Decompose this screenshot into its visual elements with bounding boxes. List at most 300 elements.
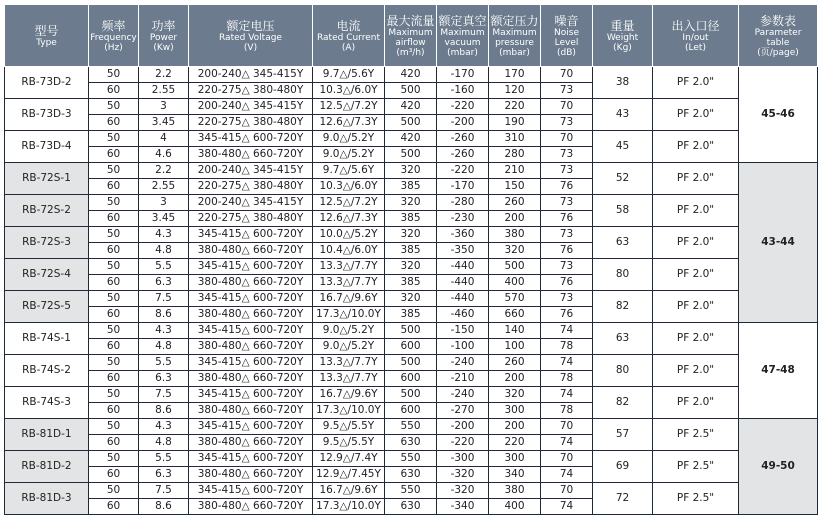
vacuum-cell: -300 bbox=[437, 451, 489, 467]
noise-cell: 76 bbox=[541, 307, 593, 323]
column-header-en: (mbar) bbox=[447, 47, 478, 58]
pressure-cell: 500 bbox=[489, 259, 541, 275]
port-cell: PF 2.0" bbox=[653, 67, 739, 99]
column-header bbox=[5, 5, 89, 67]
column-header bbox=[313, 5, 385, 67]
power-cell: 6.3 bbox=[139, 467, 189, 483]
power-cell: 7.5 bbox=[139, 387, 189, 403]
current-cell: 12.6△/7.3Y bbox=[313, 115, 385, 131]
current-cell: 12.9△/7.45Y bbox=[313, 467, 385, 483]
table-row bbox=[5, 419, 818, 435]
frequency-cell: 60 bbox=[89, 435, 139, 451]
airflow-cell: 385 bbox=[385, 179, 437, 195]
table-row bbox=[5, 323, 818, 339]
power-cell: 5.5 bbox=[139, 355, 189, 371]
pressure-cell: 220 bbox=[489, 435, 541, 451]
voltage-cell: 380-480△ 660-720Y bbox=[189, 371, 313, 387]
noise-cell: 73 bbox=[541, 227, 593, 243]
column-header bbox=[189, 5, 313, 67]
pressure-cell: 210 bbox=[489, 163, 541, 179]
model-type-cell: RB-72S-4 bbox=[5, 259, 89, 291]
noise-cell: 70 bbox=[541, 67, 593, 83]
pressure-cell: 280 bbox=[489, 147, 541, 163]
frequency-cell: 50 bbox=[89, 355, 139, 371]
frequency-cell: 60 bbox=[89, 403, 139, 419]
airflow-cell: 600 bbox=[385, 339, 437, 355]
voltage-cell: 380-480△ 660-720Y bbox=[189, 435, 313, 451]
current-cell: 16.7△/9.6Y bbox=[313, 387, 385, 403]
pressure-cell: 400 bbox=[489, 275, 541, 291]
current-cell: 9.7△/5.6Y bbox=[313, 67, 385, 83]
column-header-en: Noise Level bbox=[554, 27, 579, 48]
vacuum-cell: -210 bbox=[437, 371, 489, 387]
noise-cell: 73 bbox=[541, 259, 593, 275]
noise-cell: 76 bbox=[541, 275, 593, 291]
vacuum-cell: -260 bbox=[437, 131, 489, 147]
airflow-cell: 420 bbox=[385, 99, 437, 115]
voltage-cell: 220-275△ 380-480Y bbox=[189, 83, 313, 99]
pressure-cell: 400 bbox=[489, 499, 541, 515]
vacuum-cell: -220 bbox=[437, 99, 489, 115]
vacuum-cell: -440 bbox=[437, 291, 489, 307]
pressure-cell: 380 bbox=[489, 227, 541, 243]
power-cell: 4.6 bbox=[139, 147, 189, 163]
pressure-cell: 380 bbox=[489, 483, 541, 499]
frequency-cell: 60 bbox=[89, 499, 139, 515]
noise-cell: 74 bbox=[541, 467, 593, 483]
frequency-cell: 60 bbox=[89, 339, 139, 355]
vacuum-cell: -200 bbox=[437, 115, 489, 131]
column-header-en: (m³/h) bbox=[396, 47, 425, 58]
noise-cell: 73 bbox=[541, 83, 593, 99]
port-cell: PF 2.0" bbox=[653, 387, 739, 419]
weight-cell: 82 bbox=[593, 291, 653, 323]
table-row bbox=[5, 99, 818, 115]
weight-cell: 43 bbox=[593, 99, 653, 131]
vacuum-cell: -360 bbox=[437, 227, 489, 243]
table-row bbox=[5, 291, 818, 307]
column-header-en: (页/page) bbox=[757, 47, 799, 58]
column-header-en: (mbar) bbox=[499, 47, 530, 58]
voltage-cell: 380-480△ 660-720Y bbox=[189, 499, 313, 515]
power-cell: 4.8 bbox=[139, 339, 189, 355]
weight-cell: 82 bbox=[593, 387, 653, 419]
power-cell: 7.5 bbox=[139, 291, 189, 307]
voltage-cell: 200-240△ 345-415Y bbox=[189, 67, 313, 83]
pressure-cell: 100 bbox=[489, 339, 541, 355]
voltage-cell: 380-480△ 660-720Y bbox=[189, 243, 313, 259]
voltage-cell: 380-480△ 660-720Y bbox=[189, 467, 313, 483]
voltage-cell: 380-480△ 660-720Y bbox=[189, 339, 313, 355]
power-cell: 3.45 bbox=[139, 211, 189, 227]
noise-cell: 74 bbox=[541, 387, 593, 403]
column-header-en: Rated Current bbox=[316, 32, 380, 43]
weight-cell: 80 bbox=[593, 259, 653, 291]
column-header-cn: 额定真空 bbox=[438, 13, 487, 28]
noise-cell: 74 bbox=[541, 323, 593, 339]
voltage-cell: 380-480△ 660-720Y bbox=[189, 275, 313, 291]
current-cell: 10.3△/6.0Y bbox=[313, 83, 385, 99]
model-type-cell: RB-81D-2 bbox=[5, 451, 89, 483]
noise-cell: 73 bbox=[541, 195, 593, 211]
table-row bbox=[5, 355, 818, 371]
column-header-en: Power bbox=[149, 32, 178, 43]
frequency-cell: 60 bbox=[89, 275, 139, 291]
voltage-cell: 345-415△ 600-720Y bbox=[189, 483, 313, 499]
model-type-cell: RB-81D-1 bbox=[5, 419, 89, 451]
voltage-cell: 220-275△ 380-480Y bbox=[189, 115, 313, 131]
vacuum-cell: -270 bbox=[437, 403, 489, 419]
column-header-en: (Kw) bbox=[153, 42, 174, 53]
airflow-cell: 500 bbox=[385, 323, 437, 339]
model-type-cell: RB-72S-1 bbox=[5, 163, 89, 195]
power-cell: 2.2 bbox=[139, 67, 189, 83]
column-header-en: (A) bbox=[341, 42, 356, 53]
power-cell: 6.3 bbox=[139, 371, 189, 387]
column-header bbox=[541, 5, 593, 67]
vacuum-cell: -340 bbox=[437, 499, 489, 515]
noise-cell: 76 bbox=[541, 211, 593, 227]
page-ref-cell: 43-44 bbox=[739, 163, 818, 323]
airflow-cell: 630 bbox=[385, 467, 437, 483]
vacuum-cell: -350 bbox=[437, 243, 489, 259]
header-row bbox=[5, 5, 818, 67]
table-row bbox=[5, 131, 818, 147]
voltage-cell: 200-240△ 345-415Y bbox=[189, 163, 313, 179]
column-header-cn: 额定压力 bbox=[490, 13, 539, 28]
page-ref-cell: 49-50 bbox=[739, 419, 818, 515]
weight-cell: 63 bbox=[593, 227, 653, 259]
current-cell: 17.3△/10.0Y bbox=[313, 307, 385, 323]
noise-cell: 74 bbox=[541, 355, 593, 371]
column-header-en: Maximum bbox=[388, 27, 433, 38]
pressure-cell: 340 bbox=[489, 467, 541, 483]
port-cell: PF 2.5" bbox=[653, 483, 739, 515]
current-cell: 9.0△/5.2Y bbox=[313, 323, 385, 339]
noise-cell: 70 bbox=[541, 483, 593, 499]
voltage-cell: 345-415△ 600-720Y bbox=[189, 131, 313, 147]
column-header-en: Weight bbox=[606, 32, 639, 43]
current-cell: 13.3△/7.7Y bbox=[313, 275, 385, 291]
weight-cell: 57 bbox=[593, 419, 653, 451]
pressure-cell: 260 bbox=[489, 355, 541, 371]
weight-cell: 80 bbox=[593, 355, 653, 387]
vacuum-cell: -440 bbox=[437, 275, 489, 291]
noise-cell: 78 bbox=[541, 403, 593, 419]
model-type-cell: RB-72S-2 bbox=[5, 195, 89, 227]
power-cell: 4.3 bbox=[139, 419, 189, 435]
airflow-cell: 500 bbox=[385, 115, 437, 131]
vacuum-cell: -200 bbox=[437, 419, 489, 435]
current-cell: 13.3△/7.7Y bbox=[313, 355, 385, 371]
airflow-cell: 550 bbox=[385, 419, 437, 435]
table-body bbox=[5, 67, 818, 515]
column-header-en: (V) bbox=[243, 42, 258, 53]
pressure-cell: 660 bbox=[489, 307, 541, 323]
power-cell: 3 bbox=[139, 99, 189, 115]
frequency-cell: 50 bbox=[89, 227, 139, 243]
frequency-cell: 50 bbox=[89, 163, 139, 179]
weight-cell: 69 bbox=[593, 451, 653, 483]
pressure-cell: 300 bbox=[489, 403, 541, 419]
pressure-cell: 320 bbox=[489, 243, 541, 259]
airflow-cell: 320 bbox=[385, 227, 437, 243]
model-type-cell: RB-72S-3 bbox=[5, 227, 89, 259]
page-ref-cell: 47-48 bbox=[739, 323, 818, 419]
power-cell: 2.55 bbox=[139, 179, 189, 195]
current-cell: 9.0△/5.2Y bbox=[313, 339, 385, 355]
power-cell: 6.3 bbox=[139, 275, 189, 291]
airflow-cell: 500 bbox=[385, 355, 437, 371]
vacuum-cell: -100 bbox=[437, 339, 489, 355]
port-cell: PF 2.5" bbox=[653, 451, 739, 483]
current-cell: 12.5△/7.2Y bbox=[313, 195, 385, 211]
column-header-cn: 噪音 bbox=[554, 13, 579, 28]
frequency-cell: 60 bbox=[89, 371, 139, 387]
voltage-cell: 345-415△ 600-720Y bbox=[189, 227, 313, 243]
pressure-cell: 200 bbox=[489, 371, 541, 387]
vacuum-cell: -440 bbox=[437, 259, 489, 275]
current-cell: 13.3△/7.7Y bbox=[313, 371, 385, 387]
weight-cell: 38 bbox=[593, 67, 653, 99]
airflow-cell: 385 bbox=[385, 211, 437, 227]
voltage-cell: 380-480△ 660-720Y bbox=[189, 403, 313, 419]
voltage-cell: 345-415△ 600-720Y bbox=[189, 291, 313, 307]
frequency-cell: 50 bbox=[89, 451, 139, 467]
column-header-en: (Hz) bbox=[104, 42, 123, 53]
column-header-en: Maximum bbox=[492, 27, 537, 38]
power-cell: 5.5 bbox=[139, 259, 189, 275]
current-cell: 9.0△/5.2Y bbox=[313, 131, 385, 147]
pressure-cell: 150 bbox=[489, 179, 541, 195]
column-header-en: airflow bbox=[395, 37, 426, 48]
frequency-cell: 50 bbox=[89, 67, 139, 83]
port-cell: PF 2.0" bbox=[653, 227, 739, 259]
column-header-en: Frequency bbox=[90, 32, 137, 43]
noise-cell: 76 bbox=[541, 179, 593, 195]
column-header-cn: 额定电压 bbox=[226, 18, 275, 33]
current-cell: 16.7△/9.6Y bbox=[313, 483, 385, 499]
airflow-cell: 500 bbox=[385, 83, 437, 99]
port-cell: PF 2.5" bbox=[653, 419, 739, 451]
spec-table bbox=[4, 4, 818, 515]
frequency-cell: 50 bbox=[89, 195, 139, 211]
current-cell: 9.0△/5.2Y bbox=[313, 147, 385, 163]
airflow-cell: 420 bbox=[385, 67, 437, 83]
column-header-en: Type bbox=[36, 37, 57, 48]
current-cell: 9.7△/5.6Y bbox=[313, 163, 385, 179]
table-row bbox=[5, 67, 818, 83]
table-row bbox=[5, 227, 818, 243]
model-type-cell: RB-73D-2 bbox=[5, 67, 89, 99]
airflow-cell: 320 bbox=[385, 163, 437, 179]
pressure-cell: 170 bbox=[489, 67, 541, 83]
port-cell: PF 2.0" bbox=[653, 195, 739, 227]
noise-cell: 76 bbox=[541, 243, 593, 259]
table-row bbox=[5, 483, 818, 499]
voltage-cell: 345-415△ 600-720Y bbox=[189, 419, 313, 435]
pressure-cell: 200 bbox=[489, 211, 541, 227]
frequency-cell: 50 bbox=[89, 131, 139, 147]
column-header-cn: 功率 bbox=[151, 18, 176, 33]
airflow-cell: 320 bbox=[385, 195, 437, 211]
noise-cell: 73 bbox=[541, 163, 593, 179]
vacuum-cell: -460 bbox=[437, 307, 489, 323]
column-header bbox=[385, 5, 437, 67]
table-row bbox=[5, 387, 818, 403]
weight-cell: 58 bbox=[593, 195, 653, 227]
port-cell: PF 2.0" bbox=[653, 323, 739, 355]
frequency-cell: 60 bbox=[89, 467, 139, 483]
noise-cell: 70 bbox=[541, 419, 593, 435]
voltage-cell: 220-275△ 380-480Y bbox=[189, 179, 313, 195]
airflow-cell: 320 bbox=[385, 259, 437, 275]
power-cell: 5.5 bbox=[139, 451, 189, 467]
airflow-cell: 600 bbox=[385, 371, 437, 387]
column-header-en: vacuum bbox=[444, 37, 481, 48]
frequency-cell: 60 bbox=[89, 83, 139, 99]
column-header-en: Parameter bbox=[754, 27, 802, 38]
model-type-cell: RB-73D-4 bbox=[5, 131, 89, 163]
column-header-cn: 出入口径 bbox=[671, 18, 720, 33]
power-cell: 4.8 bbox=[139, 243, 189, 259]
weight-cell: 63 bbox=[593, 323, 653, 355]
voltage-cell: 345-415△ 600-720Y bbox=[189, 259, 313, 275]
frequency-cell: 50 bbox=[89, 99, 139, 115]
pressure-cell: 260 bbox=[489, 195, 541, 211]
noise-cell: 70 bbox=[541, 131, 593, 147]
pressure-cell: 570 bbox=[489, 291, 541, 307]
noise-cell: 73 bbox=[541, 291, 593, 307]
frequency-cell: 60 bbox=[89, 115, 139, 131]
vacuum-cell: -240 bbox=[437, 387, 489, 403]
current-cell: 16.7△/9.6Y bbox=[313, 291, 385, 307]
port-cell: PF 2.0" bbox=[653, 291, 739, 323]
airflow-cell: 320 bbox=[385, 291, 437, 307]
column-header bbox=[739, 5, 818, 67]
airflow-cell: 385 bbox=[385, 275, 437, 291]
frequency-cell: 60 bbox=[89, 147, 139, 163]
column-header-en: (dB) bbox=[557, 47, 576, 58]
column-header-en: In/out bbox=[682, 32, 709, 43]
vacuum-cell: -240 bbox=[437, 355, 489, 371]
port-cell: PF 2.0" bbox=[653, 355, 739, 387]
airflow-cell: 630 bbox=[385, 499, 437, 515]
current-cell: 9.5△/5.5Y bbox=[313, 435, 385, 451]
power-cell: 8.6 bbox=[139, 403, 189, 419]
pressure-cell: 140 bbox=[489, 323, 541, 339]
power-cell: 3 bbox=[139, 195, 189, 211]
column-header bbox=[653, 5, 739, 67]
vacuum-cell: -280 bbox=[437, 195, 489, 211]
frequency-cell: 50 bbox=[89, 259, 139, 275]
pressure-cell: 190 bbox=[489, 115, 541, 131]
noise-cell: 74 bbox=[541, 435, 593, 451]
port-cell: PF 2.0" bbox=[653, 163, 739, 195]
noise-cell: 70 bbox=[541, 99, 593, 115]
column-header bbox=[139, 5, 189, 67]
noise-cell: 78 bbox=[541, 339, 593, 355]
current-cell: 10.3△/6.0Y bbox=[313, 179, 385, 195]
airflow-cell: 550 bbox=[385, 483, 437, 499]
vacuum-cell: -220 bbox=[437, 435, 489, 451]
pressure-cell: 200 bbox=[489, 419, 541, 435]
power-cell: 2.55 bbox=[139, 83, 189, 99]
column-header-cn: 参数表 bbox=[759, 13, 796, 28]
model-type-cell: RB-74S-1 bbox=[5, 323, 89, 355]
noise-cell: 78 bbox=[541, 371, 593, 387]
column-header bbox=[489, 5, 541, 67]
model-type-cell: RB-74S-3 bbox=[5, 387, 89, 419]
frequency-cell: 60 bbox=[89, 307, 139, 323]
airflow-cell: 420 bbox=[385, 131, 437, 147]
column-header-en: Maximum bbox=[440, 27, 485, 38]
column-header-cn: 最大流量 bbox=[386, 13, 435, 28]
frequency-cell: 60 bbox=[89, 179, 139, 195]
voltage-cell: 380-480△ 660-720Y bbox=[189, 307, 313, 323]
column-header-cn: 电流 bbox=[336, 18, 361, 33]
airflow-cell: 550 bbox=[385, 451, 437, 467]
column-header-en: Rated Voltage bbox=[219, 32, 282, 43]
port-cell: PF 2.0" bbox=[653, 131, 739, 163]
current-cell: 10.4△/6.0Y bbox=[313, 243, 385, 259]
voltage-cell: 345-415△ 600-720Y bbox=[189, 323, 313, 339]
current-cell: 12.6△/7.3Y bbox=[313, 211, 385, 227]
current-cell: 13.3△/7.7Y bbox=[313, 259, 385, 275]
vacuum-cell: -320 bbox=[437, 467, 489, 483]
model-type-cell: RB-81D-3 bbox=[5, 483, 89, 515]
vacuum-cell: -230 bbox=[437, 211, 489, 227]
vacuum-cell: -150 bbox=[437, 323, 489, 339]
table-row bbox=[5, 451, 818, 467]
spec-table-container bbox=[4, 4, 802, 515]
pressure-cell: 220 bbox=[489, 99, 541, 115]
frequency-cell: 60 bbox=[89, 211, 139, 227]
column-header-en: pressure bbox=[495, 37, 534, 48]
current-cell: 12.9△/7.4Y bbox=[313, 451, 385, 467]
weight-cell: 52 bbox=[593, 163, 653, 195]
current-cell: 17.3△/10.0Y bbox=[313, 499, 385, 515]
column-header bbox=[593, 5, 653, 67]
table-row bbox=[5, 163, 818, 179]
airflow-cell: 385 bbox=[385, 243, 437, 259]
airflow-cell: 500 bbox=[385, 387, 437, 403]
power-cell: 7.5 bbox=[139, 483, 189, 499]
noise-cell: 74 bbox=[541, 499, 593, 515]
power-cell: 4.3 bbox=[139, 323, 189, 339]
vacuum-cell: -320 bbox=[437, 483, 489, 499]
pressure-cell: 300 bbox=[489, 451, 541, 467]
noise-cell: 70 bbox=[541, 451, 593, 467]
table-row bbox=[5, 259, 818, 275]
current-cell: 9.5△/5.5Y bbox=[313, 419, 385, 435]
airflow-cell: 385 bbox=[385, 307, 437, 323]
frequency-cell: 50 bbox=[89, 323, 139, 339]
vacuum-cell: -170 bbox=[437, 179, 489, 195]
column-header-en: (Kg) bbox=[613, 42, 632, 53]
current-cell: 17.3△/10.0Y bbox=[313, 403, 385, 419]
frequency-cell: 60 bbox=[89, 243, 139, 259]
pressure-cell: 120 bbox=[489, 83, 541, 99]
airflow-cell: 600 bbox=[385, 403, 437, 419]
column-header bbox=[89, 5, 139, 67]
noise-cell: 73 bbox=[541, 115, 593, 131]
noise-cell: 73 bbox=[541, 147, 593, 163]
frequency-cell: 50 bbox=[89, 483, 139, 499]
voltage-cell: 345-415△ 600-720Y bbox=[189, 451, 313, 467]
power-cell: 4.8 bbox=[139, 435, 189, 451]
voltage-cell: 200-240△ 345-415Y bbox=[189, 99, 313, 115]
